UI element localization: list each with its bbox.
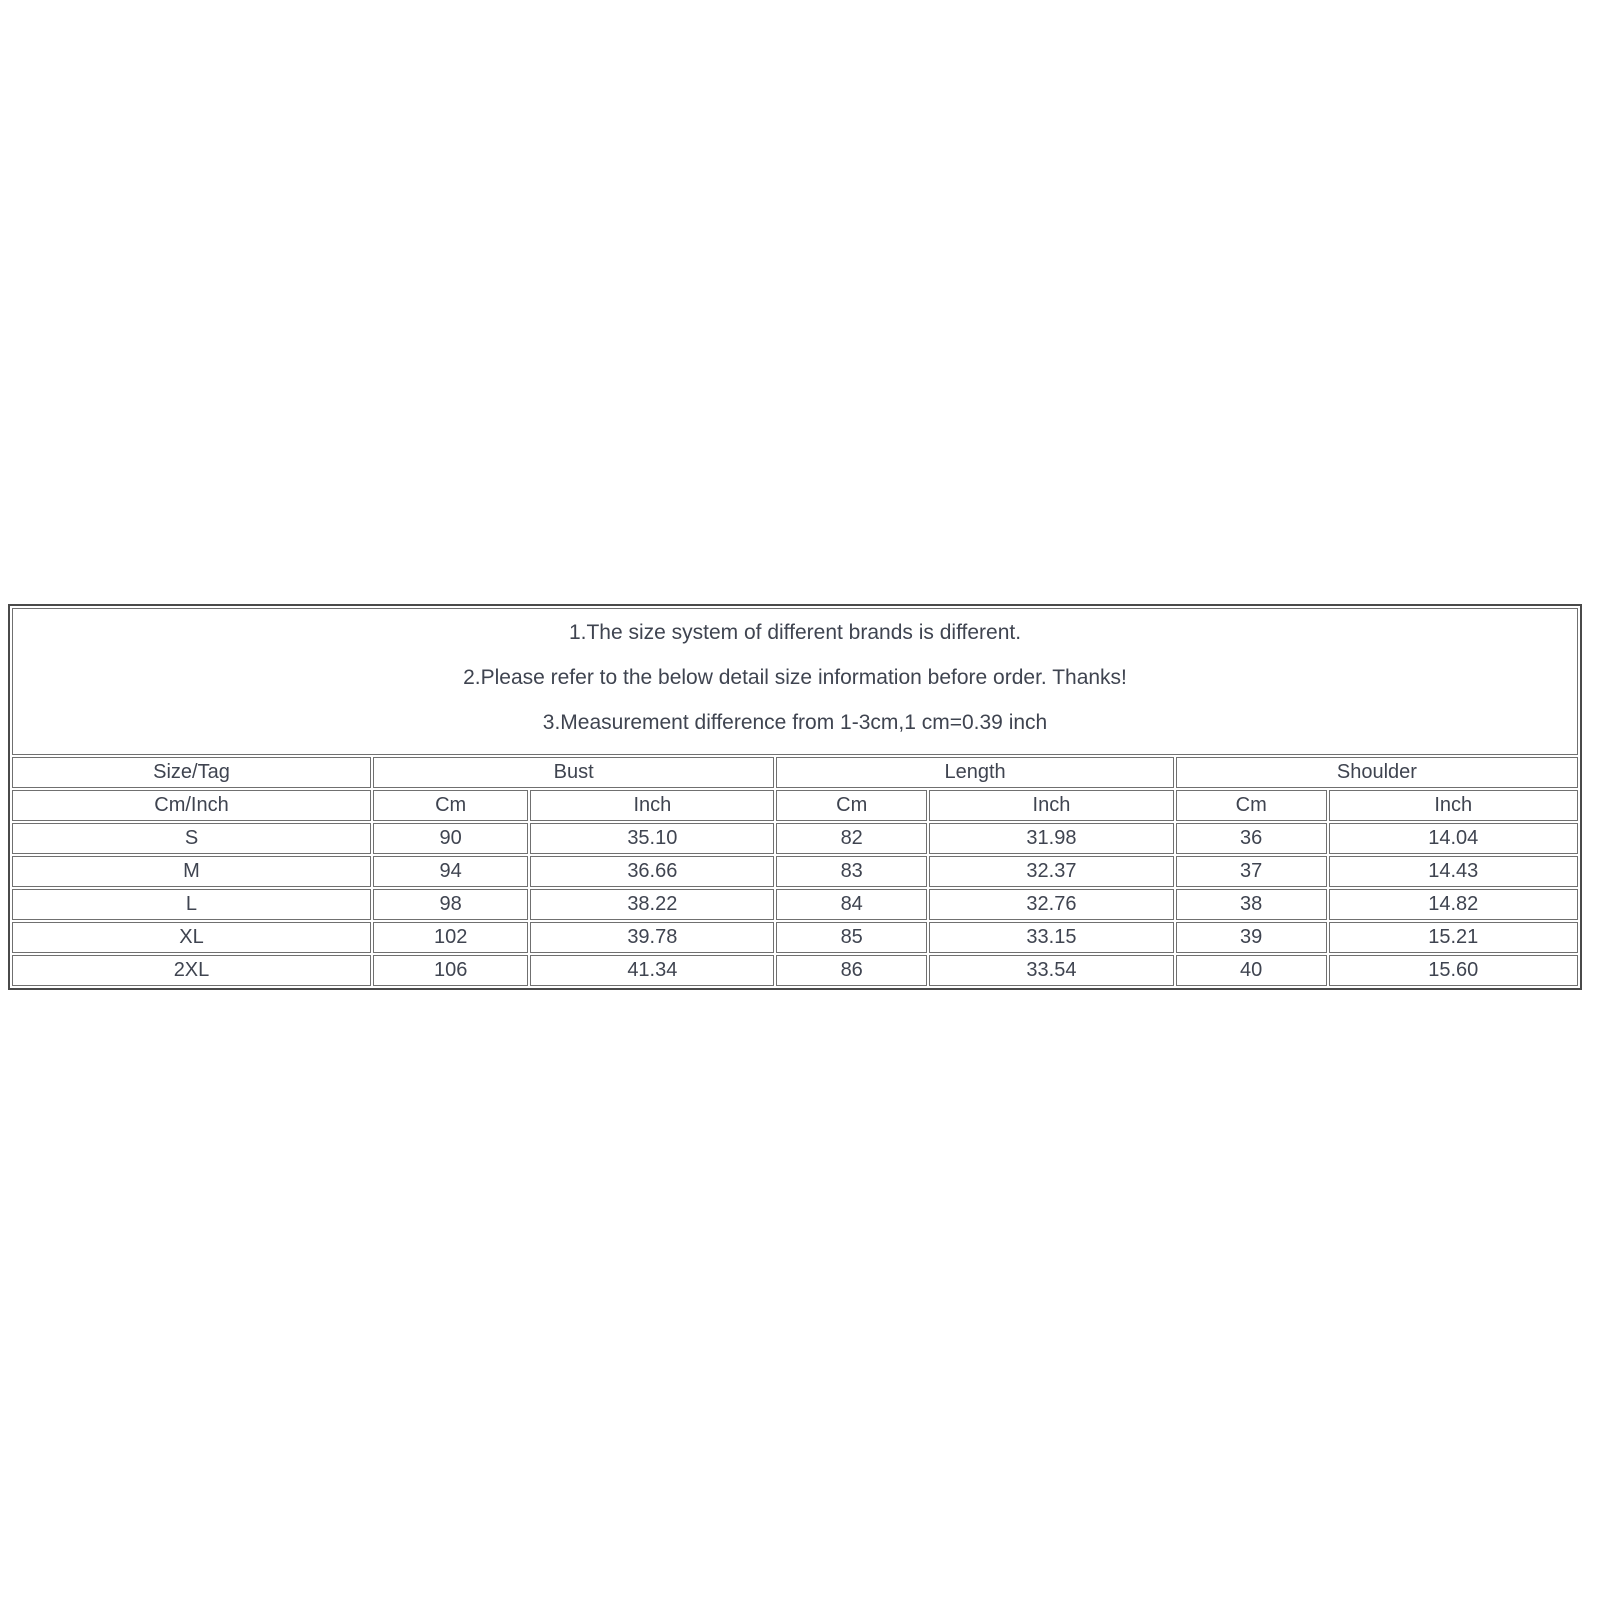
cell-length-cm: 86 bbox=[776, 955, 927, 986]
cell-length-inch: 33.15 bbox=[929, 922, 1174, 953]
cell-shoulder-cm: 39 bbox=[1176, 922, 1327, 953]
cell-bust-cm: 106 bbox=[373, 955, 528, 986]
size-chart-table bbox=[8, 604, 1582, 990]
note-line-2: 2.Please refer to the below detail size information before order. Thanks! bbox=[463, 666, 1127, 689]
cell-bust-inch: 41.34 bbox=[530, 955, 774, 986]
size-chart bbox=[8, 604, 1582, 990]
header-shoulder-inch: Inch bbox=[1329, 790, 1578, 821]
notes-row bbox=[12, 608, 1578, 755]
header-bust-inch: Inch bbox=[530, 790, 774, 821]
header-bust-cm: Cm bbox=[373, 790, 528, 821]
notes-cell bbox=[12, 608, 1578, 755]
cell-length-inch: 33.54 bbox=[929, 955, 1174, 986]
cell-bust-cm: 102 bbox=[373, 922, 528, 953]
cell-shoulder-inch: 15.21 bbox=[1329, 922, 1578, 953]
header-cm-inch: Cm/Inch bbox=[12, 790, 371, 821]
table-row-s bbox=[12, 823, 1578, 854]
cell-shoulder-inch: 15.60 bbox=[1329, 955, 1578, 986]
header-length-inch: Inch bbox=[929, 790, 1174, 821]
header-length: Length bbox=[776, 757, 1173, 788]
cell-bust-cm: 98 bbox=[373, 889, 528, 920]
table-row-m bbox=[12, 856, 1578, 887]
cell-length-cm: 85 bbox=[776, 922, 927, 953]
cell-shoulder-inch: 14.04 bbox=[1329, 823, 1578, 854]
note-line-1: 1.The size system of different brands is different. bbox=[568, 621, 1022, 644]
group-header-row bbox=[12, 757, 1578, 788]
cell-bust-inch: 39.78 bbox=[530, 922, 774, 953]
cell-shoulder-cm: 37 bbox=[1176, 856, 1327, 887]
header-bust: Bust bbox=[373, 757, 774, 788]
header-shoulder-cm: Cm bbox=[1176, 790, 1327, 821]
cell-shoulder-inch: 14.43 bbox=[1329, 856, 1578, 887]
cell-bust-cm: 90 bbox=[373, 823, 528, 854]
cell-shoulder-cm: 38 bbox=[1176, 889, 1327, 920]
cell-length-cm: 82 bbox=[776, 823, 927, 854]
cell-bust-cm: 94 bbox=[373, 856, 528, 887]
cell-length-cm: 83 bbox=[776, 856, 927, 887]
note-line-3: 3.Measurement difference from 1-3cm,1 cm=0.39 inch bbox=[542, 711, 1048, 734]
table-row-2xl bbox=[12, 955, 1578, 986]
header-length-cm: Cm bbox=[776, 790, 927, 821]
cell-bust-inch: 38.22 bbox=[530, 889, 774, 920]
unit-header-row bbox=[12, 790, 1578, 821]
cell-size: M bbox=[12, 856, 371, 887]
cell-size: XL bbox=[12, 922, 371, 953]
cell-bust-inch: 35.10 bbox=[530, 823, 774, 854]
header-shoulder: Shoulder bbox=[1176, 757, 1578, 788]
cell-shoulder-inch: 14.82 bbox=[1329, 889, 1578, 920]
cell-length-inch: 32.76 bbox=[929, 889, 1174, 920]
cell-shoulder-cm: 40 bbox=[1176, 955, 1327, 986]
cell-bust-inch: 36.66 bbox=[530, 856, 774, 887]
cell-shoulder-cm: 36 bbox=[1176, 823, 1327, 854]
table-row-l bbox=[12, 889, 1578, 920]
table-row-xl bbox=[12, 922, 1578, 953]
cell-length-cm: 84 bbox=[776, 889, 927, 920]
cell-length-inch: 31.98 bbox=[929, 823, 1174, 854]
cell-size: 2XL bbox=[12, 955, 371, 986]
cell-size: L bbox=[12, 889, 371, 920]
cell-size: S bbox=[12, 823, 371, 854]
header-size-tag: Size/Tag bbox=[12, 757, 371, 788]
cell-length-inch: 32.37 bbox=[929, 856, 1174, 887]
